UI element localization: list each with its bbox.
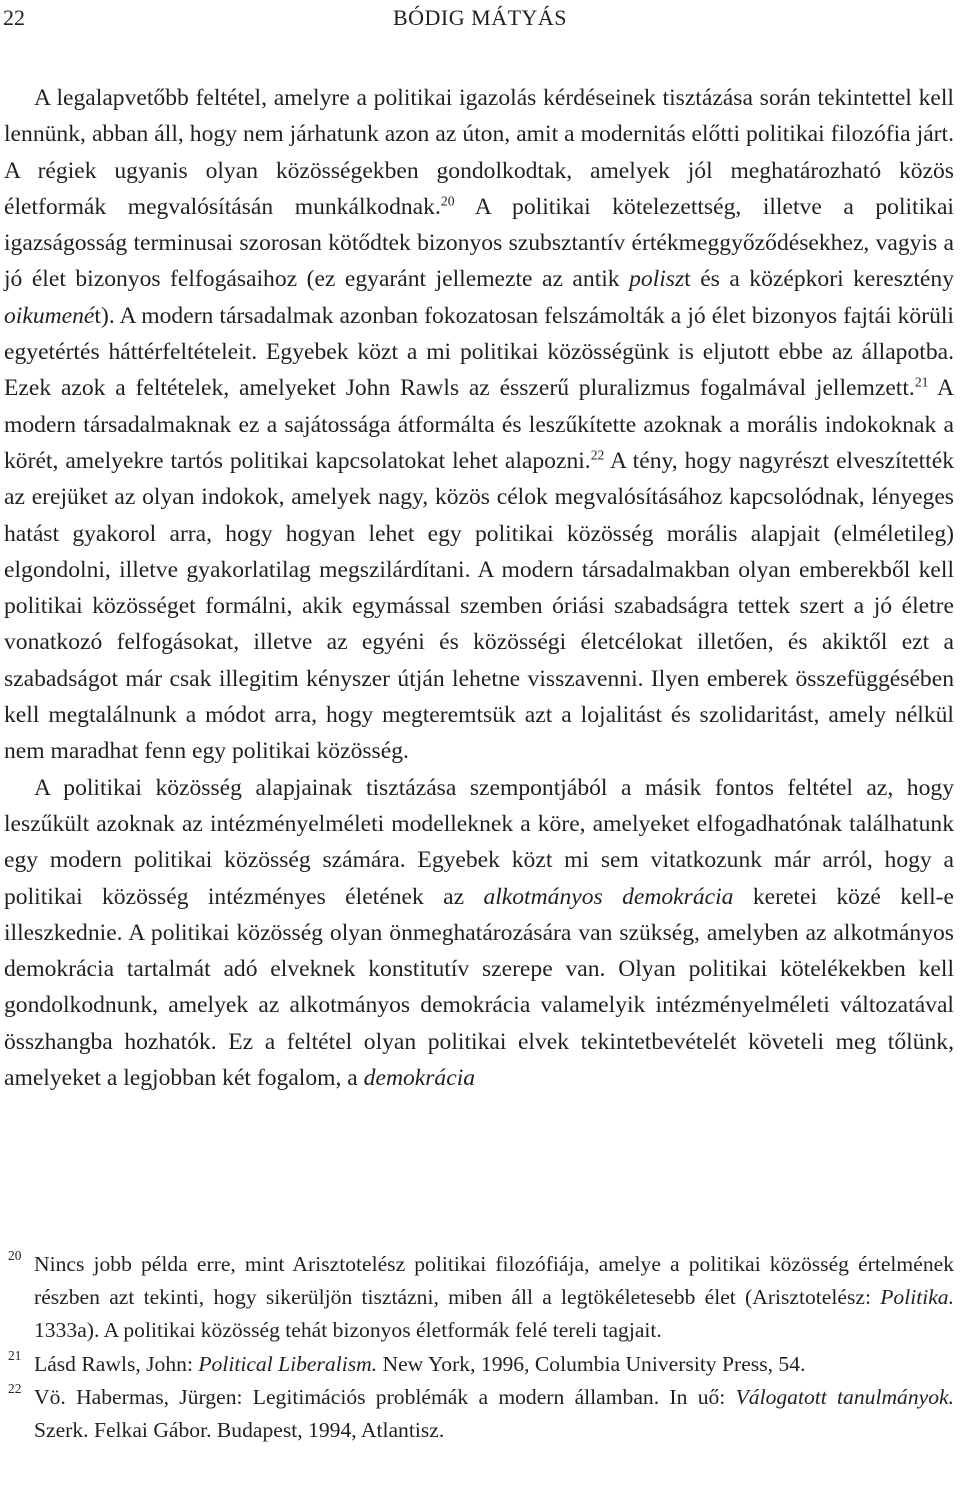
running-head: BÓDIG MÁTYÁS [392, 5, 568, 30]
footnote-number: 20 [8, 1248, 22, 1263]
italic-term-demokracia: demokrácia [363, 1065, 476, 1092]
text-segment: t). A modern társadalmak azonban fokozatosan felszámolták a jó élet bizonyos fajtái körüli egyetértés háttérfeltételeit. Egyebek közt a mi politikai közösségünk is eljutott ebbe az állapotba. Ezek azok a feltételek, amelyeket John Rawls az ésszerű pluralizmus fogalmával jellemzett. [4, 302, 954, 402]
footnote-number: 22 [8, 1380, 22, 1396]
body-text [4, 80, 954, 1096]
footnote-text: New York, 1996, Columbia University Press, 54. [377, 1351, 806, 1376]
text-segment: A legalapvetőbb feltétel, amelyre a politikai igazolás kérdéseinek tisztázása során tekintettel kell lennünk, abban áll, hogy nem járhatunk azon az úton, amit a modernitás előtti politikai filozófia járt. A régiek ugyanis olyan közösségekben gondolkodtak, amelyek jól meghatározható közös életformák megvalósításán munkálkodnak. [4, 85, 954, 220]
text-segment: A modern társadalmaknak ez a sajátossága átformálta és leszűkítette azoknak a morális indokoknak a körét, amelyekre tartós politikai kapcsolatokat lehet alapozni. [4, 375, 955, 474]
footnote-number: 21 [8, 1347, 22, 1363]
text-segment: A tény, hogy nagyrészt elveszítették az erejüket az olyan indokok, amelyek nagy, közös célok megvalósításához kapcsolódnak, lényeges hatást gyakorol arra, hogy hogyan lehet egy politikai közösség morális alapjait (elméletileg) elgondolni, illetve gyakorlatilag megszilárdítani. A modern társadalmakban olyan emberekből kell politikai közösséget formálni, akik egymással szemben óriási szabadságra tettek szert a jó életre vonatkozó felfogásokat, illetve az egyéni és közösségi életcélokat illetően, és akiktől ezt a szabadságot már csak illegitim kényszer útján lehetne visszavenni. Ilyen emberek összefüggésében kell megtalálnunk a módot arra, hogy megteremtsük azt a lojalitást és szolidaritást, amely nélkül nem maradhat fenn egy politikai közösség. [4, 447, 954, 765]
footnote-text: Szerk. Felkai Gábor. Budapest, 1994, Atlantisz. [34, 1418, 445, 1443]
footnote-21 [4, 1348, 954, 1381]
footnote-ref-20[interactable]: 20 [440, 193, 455, 209]
footnote-ref-21[interactable]: 21 [914, 374, 929, 390]
italic-term-polisz: polisz [629, 266, 685, 293]
page-number: 22 [3, 5, 25, 30]
footnote-text: Vö. Habermas, Jürgen: Legitimációs problémák a modern államban. In uő: [34, 1384, 736, 1409]
footnote-italic-title: Politika. [880, 1285, 954, 1310]
italic-term-alkotmanyos-demokracia: alkotmányos demokrácia [483, 883, 734, 910]
text-segment: t és a középkori keresztény [684, 266, 954, 293]
footnote-text: Lásd Rawls, John: [34, 1351, 199, 1376]
footnote-20 [4, 1248, 954, 1348]
text-segment: A politikai kötelezettség, illetve a politikai igazságosság terminusai szorosan kötődtek bizonyos szubsztantív értékmeggyőződésekhez, vagyis a jó élet bizonyos felfogásaihoz (ez egyaránt jellemezte az antik [4, 193, 954, 293]
footnote-italic-title: Válogatott tanulmányok. [735, 1384, 955, 1409]
footnote-italic-title: Political Liberalism. [198, 1351, 378, 1376]
paragraph-2 [4, 770, 954, 1097]
footnote-22 [4, 1381, 954, 1447]
footnotes [4, 1248, 954, 1447]
italic-term-oikumene: oikumené [4, 302, 95, 329]
text-segment: keretei közé kell-e illeszkednie. A politikai közösség olyan önmeghatározására van szükség, amelyben az alkotmányos demokrácia tartalmát adó elveknek konstitutív szerepe van. Olyan politikai kötelékekben kell gondolkodnunk, amelyek az alkotmányos demokrácia valamelyik intézményelméleti változatával összhangba hozhatók. Ez a feltétel olyan politikai elvek tekintetbevételét követeli meg tőlünk, amelyeket a legjobban két fogalom, a [4, 883, 954, 1092]
paragraph-1 [4, 80, 954, 770]
footnote-text: 1333a). A politikai közösség tehát bizonyos életformák felé tereli tagjait. [34, 1318, 662, 1343]
footnote-ref-22[interactable]: 22 [590, 447, 605, 463]
footnote-text: Nincs jobb példa erre, mint Arisztotelész politikai filozófiája, amelye a politikai közösség értelmének részben azt tekinti, hogy sikerüljön tisztázni, miben áll a legtökéletesebb élet (Arisztotelész: [34, 1252, 954, 1310]
text-segment: A politikai közösség alapjainak tisztázása szempontjából a másik fontos feltétel az, hogy leszűkült azoknak az intézményelméleti modelleknek a köre, amelyeket elfogadhatónak találhatunk egy modern politikai közösség számára. Egyebek közt mi sem vitatkozunk már arról, hogy a politikai közösség intézményes életének az [4, 774, 954, 910]
